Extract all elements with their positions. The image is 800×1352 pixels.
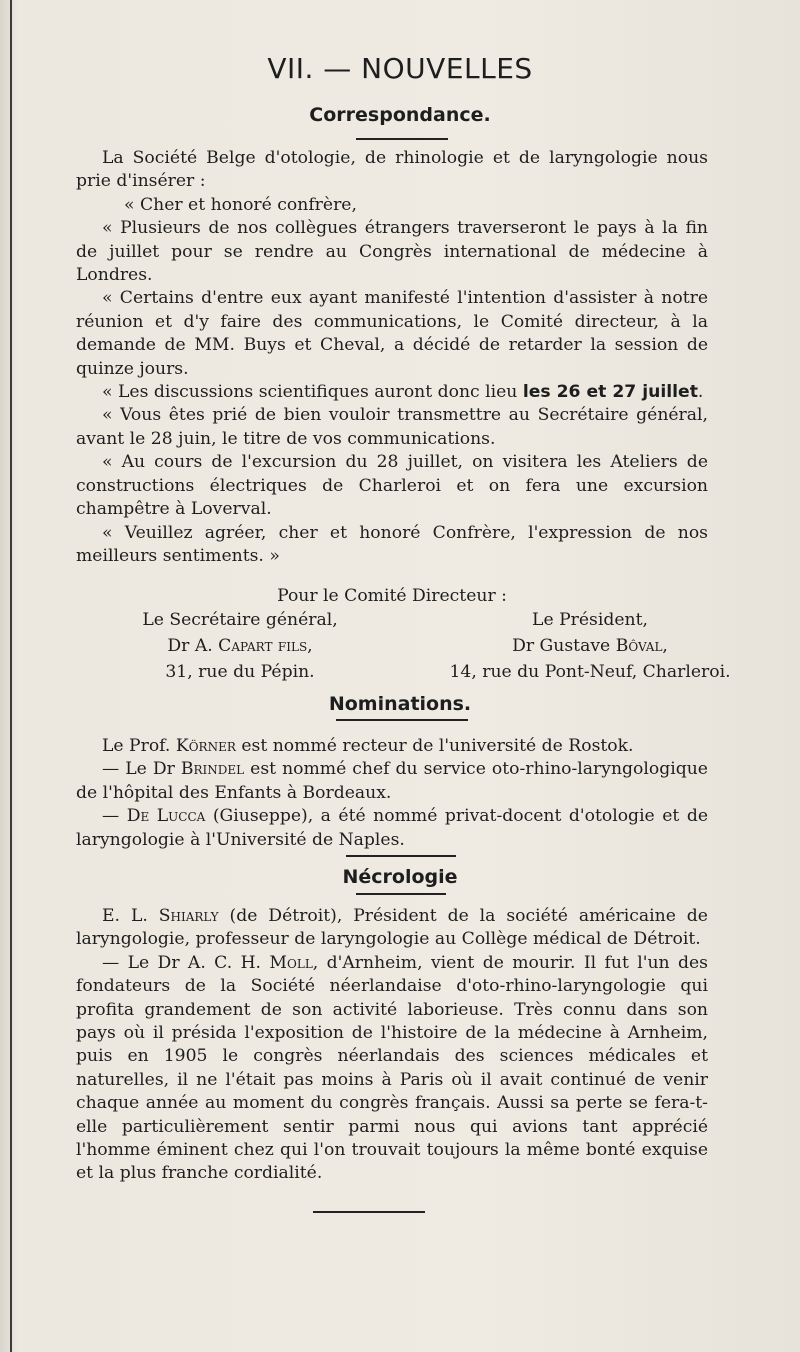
president-name xyxy=(440,633,740,659)
signature-header: Pour le Comité Directeur : xyxy=(277,586,507,606)
obituary-text: — Le Dr A. C. H. xyxy=(102,952,270,973)
letter-text: . xyxy=(697,382,704,403)
meeting-dates: les 26 et 27 juillet xyxy=(522,382,698,403)
section-title: VII. — NOUVELLES xyxy=(267,52,533,85)
page-edge-line xyxy=(10,0,12,1352)
letter-text: « Les discussions scientifiques auront donc lieu xyxy=(102,382,523,403)
section-rule xyxy=(346,855,456,857)
nomination-text: Le Prof. xyxy=(102,736,176,756)
letter-paragraph: « Au cours de l'excursion du 28 juillet, on visitera les Ateliers de constructions électriques de Charleroi et on fera une excursion champêtre à Loverval. xyxy=(76,452,708,520)
person-name: Brindel xyxy=(180,759,245,780)
person-name: Moll xyxy=(269,952,313,973)
nomination-text: — xyxy=(102,806,127,827)
president-address: 14, rue du Pont-Neuf, Charleroi. xyxy=(449,662,731,682)
signature-right xyxy=(440,607,740,685)
salutation: « Cher et honoré confrère, xyxy=(124,194,357,215)
name-prefix: Dr A. xyxy=(167,636,219,656)
secretary-address: 31, rue du Pépin. xyxy=(165,662,315,682)
secretary-title: Le Secrétaire général, xyxy=(142,610,338,630)
nomination-text: est nommé recteur de l'université de Rostok. xyxy=(235,736,634,756)
secretary-name xyxy=(100,633,380,659)
name-prefix: Dr Gustave xyxy=(512,636,616,656)
person-name: Shiarly xyxy=(158,906,219,926)
correspondance-heading: Correspondance. xyxy=(309,104,491,126)
letter-paragraph: « Vous êtes prié de bien vouloir transmettre au Secrétaire général, avant le 28 juin, le titre de vos communications. xyxy=(76,405,708,449)
obituary-item xyxy=(76,905,708,952)
president-title: Le Président, xyxy=(532,610,648,630)
end-rule xyxy=(313,1211,425,1213)
heading-rule xyxy=(356,893,446,895)
letter-paragraph: « Certains d'entre eux ayant manifesté l'intention d'assister à notre réunion et d'y faire des communications, le Comité directeur, à la demande de MM. Buys et Cheval, a décidé de retarder la session de quinze jours. xyxy=(76,288,708,379)
obituary-text: E. L. xyxy=(102,906,159,926)
necrologie-body xyxy=(76,905,708,1186)
heading-rule xyxy=(356,138,448,140)
person-name: Körner xyxy=(175,736,236,756)
letter-paragraph: « Veuillez agréer, cher et honoré Confrère, l'expression de nos meilleurs sentiments. » xyxy=(76,522,708,566)
nomination-text: — Le Dr xyxy=(102,759,181,780)
nomination-item xyxy=(76,735,708,758)
nomination-text: (Giuseppe), a été nommé privat-docent d'otologie et de laryngologie à l'Université de Naples. xyxy=(76,806,708,850)
correspondance-body xyxy=(76,147,708,568)
signature-left xyxy=(100,607,380,685)
obituary-item xyxy=(76,952,708,1186)
letter-paragraph xyxy=(76,381,708,404)
intro-paragraph: La Société Belge d'otologie, de rhinologie et de laryngologie nous prie d'insérer : xyxy=(76,148,708,192)
nomination-item xyxy=(76,805,708,852)
obituary-text: , d'Arnheim, vient de mourir. Il fut l'un des fondateurs de la Société néerlandaise d'oto-rhino-laryngologie qui profita grandement de son activité laborieuse. Très connu dans son pays où il présida l'exposition de l'histoire de la médecine à Arnheim, puis en 1905 le congrès néerlandais des sciences médicales et naturelles, il ne l'était pas moins à Paris où il avait continué de venir chaque année au moment du congrès français. Aussi sa perte se fera-t-elle particulièrement sentir parmi nous qui avions tant apprécié l'homme éminent chez qui l'on trouvait toujours la même bonté exquise et la plus franche cordialité. xyxy=(76,952,708,1184)
nomination-item xyxy=(76,758,708,805)
nominations-body xyxy=(76,735,708,852)
nomination-text: est nommé chef du service oto-rhino-laryngologique de l'hôpital des Enfants à Bordeaux. xyxy=(76,759,708,803)
heading-rule xyxy=(336,719,468,721)
surname: Capart fils, xyxy=(218,636,313,656)
surname: Bôval, xyxy=(615,636,668,656)
obituary-text: (de Détroit), Président de la société américaine de laryngologie, professeur de laryngologie au Collège médical de Détroit. xyxy=(76,906,708,950)
person-name: De Lucca xyxy=(126,806,206,827)
necrologie-heading: Nécrologie xyxy=(342,866,458,888)
nominations-heading: Nominations. xyxy=(328,693,472,715)
letter-paragraph: « Plusieurs de nos collègues étrangers traverseront le pays à la fin de juillet pour se rendre au Congrès international de médecine à Londres. xyxy=(76,218,708,286)
